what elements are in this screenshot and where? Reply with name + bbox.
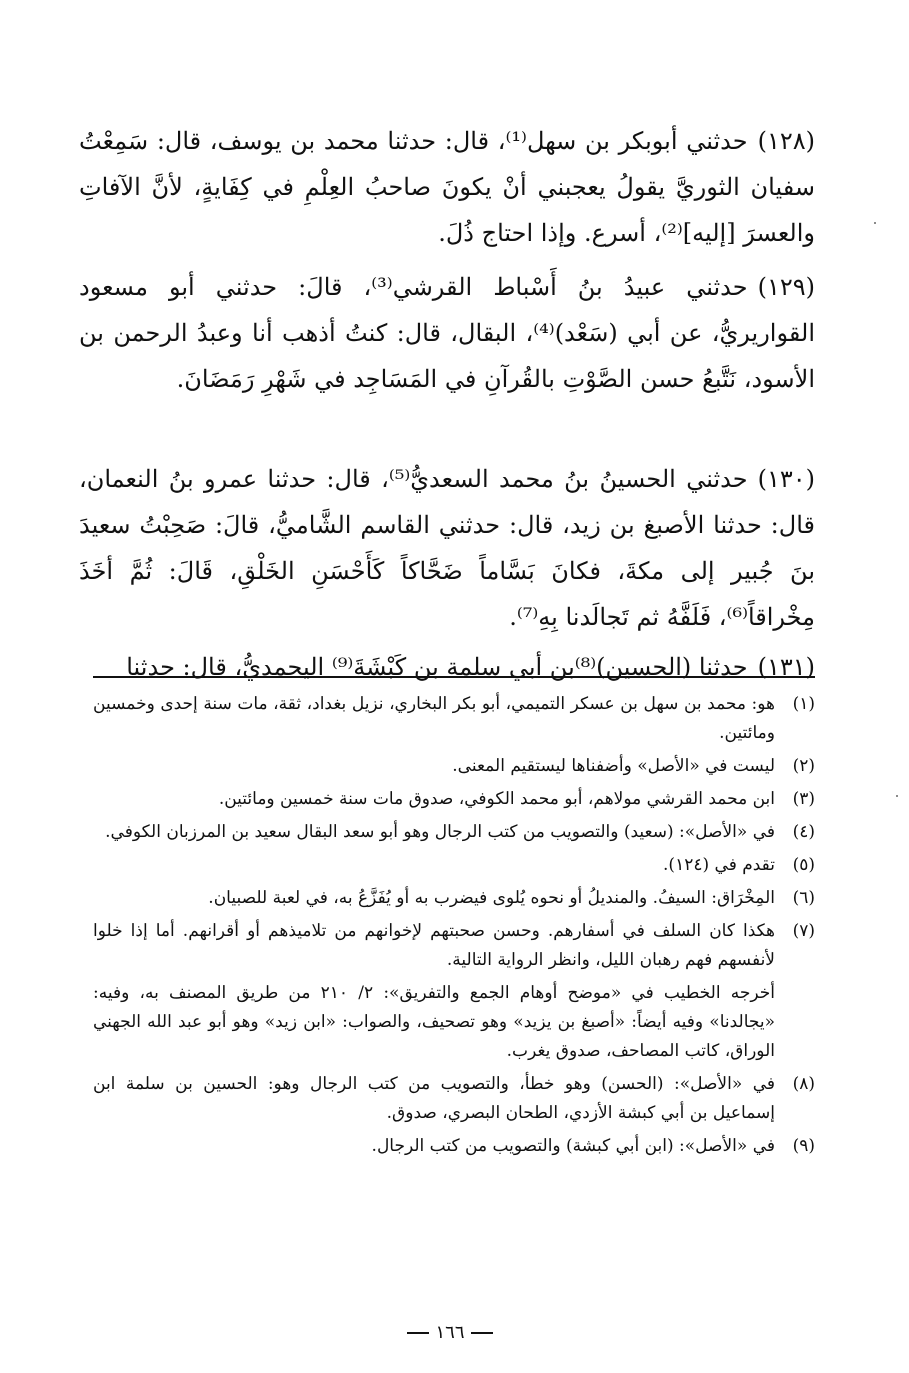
footnote-3 xyxy=(93,785,815,814)
footnote-text: في «الأصل»: (سعيد) والتصويب من كتب الرجال وهو أبو سعد البقال سعيد بن المرزبان الكوفي. xyxy=(105,822,775,842)
footnote-text: تقدم في (١٢٤). xyxy=(663,855,775,875)
scan-speck xyxy=(896,795,898,797)
footnote-number: (٥) xyxy=(792,855,815,875)
footnote-text: هكذا كان السلف في أسفارهم. وحسن صحبتهم لإخوانهم من تلاميذهم أو أقرانهم. أما إذا خلوا لأنفسهم فهم رهبان الليل، وانظر الرواية التالية. xyxy=(93,921,775,970)
narration-number: (١٢٩) xyxy=(757,273,816,301)
footnote-7 xyxy=(93,917,815,975)
footnote-number: (٤) xyxy=(792,822,815,842)
page-number xyxy=(380,1322,520,1343)
footnote-5 xyxy=(93,851,815,880)
footnote-text: ابن محمد القرشي مولاهم، أبو محمد الكوفي، صدوق مات سنة خمسين ومائتين. xyxy=(218,789,775,809)
narration-129 xyxy=(79,264,815,448)
narration-131 xyxy=(79,644,815,690)
footnote-separator xyxy=(93,676,815,678)
narration-number: (١٢٨) xyxy=(757,127,816,155)
footnotes xyxy=(93,690,815,1165)
narration-130 xyxy=(79,456,815,640)
page-number-dash xyxy=(407,1332,429,1334)
narration-number: (١٣١) xyxy=(757,653,815,681)
narration-text: حدثني الحسينُ بنُ محمد السعديُّ⁽⁵⁾، قال: حدثنا عمرو بنُ النعمان، قال: حدثنا الأصبغ بن زيد، قال: حدثني القاسم الشَّاميُّ، قالَ: صَحِبْتُ سعيدَ بنَ جُبير إلى مكةَ، فكانَ بَسَّاماً ضَحَّاكاً كَأَحْسَنِ الخَلْقِ، قَالَ: ثُمَّ أخَذَ مِخْراقاً⁽⁶⁾، فَلَفَّهُ ثم تَجالَدنا بِهِ⁽⁷⁾. xyxy=(79,465,815,631)
narration-number: (١٣٠) xyxy=(757,465,815,493)
footnote-1 xyxy=(93,690,815,748)
footnote-text: المِخْرَاق: السيفُ. والمنديلُ أو نحوه يُلوى فيضرب به أو يُفَزَّعُ به، في لعبة للصبيان. xyxy=(208,888,775,908)
footnote-number: (١) xyxy=(792,694,815,714)
footnote-9 xyxy=(93,1132,815,1161)
footnote-text: في «الأصل»: (ابن أبي كبشة) والتصويب من كتب الرجال. xyxy=(371,1136,775,1156)
footnote-2 xyxy=(93,752,815,781)
narration-text: حدثني عبيدُ بنُ أَسْباط القرشي⁽³⁾، قالَ: حدثني أبو مسعود القواريريُّ، عن أبي (سَعْد)⁽⁴⁾، البقال، قال: كنتُ أذهب أنا وعبدُ الرحمن بن الأسود، نَتَّبعُ حسن الصَّوْتِ بالقُرآنِ في المَسَاجِد في شَهْرِ رَمَضَانَ. xyxy=(79,273,815,393)
narration-text: حدثني أبوبكر بن سهل⁽¹⁾، قال: حدثنا محمد بن يوسف، قال: سَمِعْتُ سفيان الثوريَّ يقولُ يعجبني أنْ يكونَ صاحبُ العِلْمِ في كِفَايةٍ، لأنَّ الآفاتِ والعسرَ [إليه]⁽²⁾، أسرع. وإذا احتاج ذُلَ. xyxy=(79,127,815,247)
footnote-text: هو: محمد بن سهل بن عسكر التميمي، أبو بكر البخاري، نزيل بغداد، ثقة، مات سنة إحدى وخمسين ومائتين. xyxy=(93,694,775,743)
narration-128 xyxy=(79,118,815,256)
footnote-number: (٦) xyxy=(792,888,815,908)
footnote-number: (٨) xyxy=(792,1074,815,1094)
scan-speck xyxy=(874,222,876,224)
footnote-number: (٧) xyxy=(792,921,815,941)
narration-text: حدثنا (الحسين)⁽⁸⁾بن أبي سلمة بن كَبْشَةَ⁽⁹⁾ اليحمديُّ، قال: حدثنا xyxy=(126,653,748,681)
main-text xyxy=(79,118,815,690)
footnote-number: (٩) xyxy=(792,1136,815,1156)
footnote-8 xyxy=(93,1070,815,1128)
footnote-number: (٢) xyxy=(792,756,815,776)
footnote-4 xyxy=(93,818,815,847)
page-number-dash xyxy=(471,1332,493,1334)
footnote-text: في «الأصل»: (الحسن) وهو خطأ، والتصويب من كتب الرجال وهو: الحسين بن سلمة ابن إسماعيل بن أبي كبشة الأزدي، الطحان البصري، صدوق. xyxy=(93,1074,775,1123)
footnote-number: (٣) xyxy=(792,789,815,809)
page-number-value: ١٦٦ xyxy=(435,1322,465,1343)
footnote-text: ليست في «الأصل» وأضفناها ليستقيم المعنى. xyxy=(452,756,775,776)
footnote-6 xyxy=(93,884,815,913)
footnote-7-continuation: أخرجه الخطيب في «موضح أوهام الجمع والتفريق»: ٢/ ٢١٠ من طريق المصنف به، وفيه: «يجالدنا» وفيه أيضاً: «أصبغ بن يزيد» وهو تصحيف، والصواب: «ابن زيد» وهو أبو عبد الله الجهني الوراق، كاتب المصاحف، صدوق يغرب. xyxy=(93,983,775,1061)
